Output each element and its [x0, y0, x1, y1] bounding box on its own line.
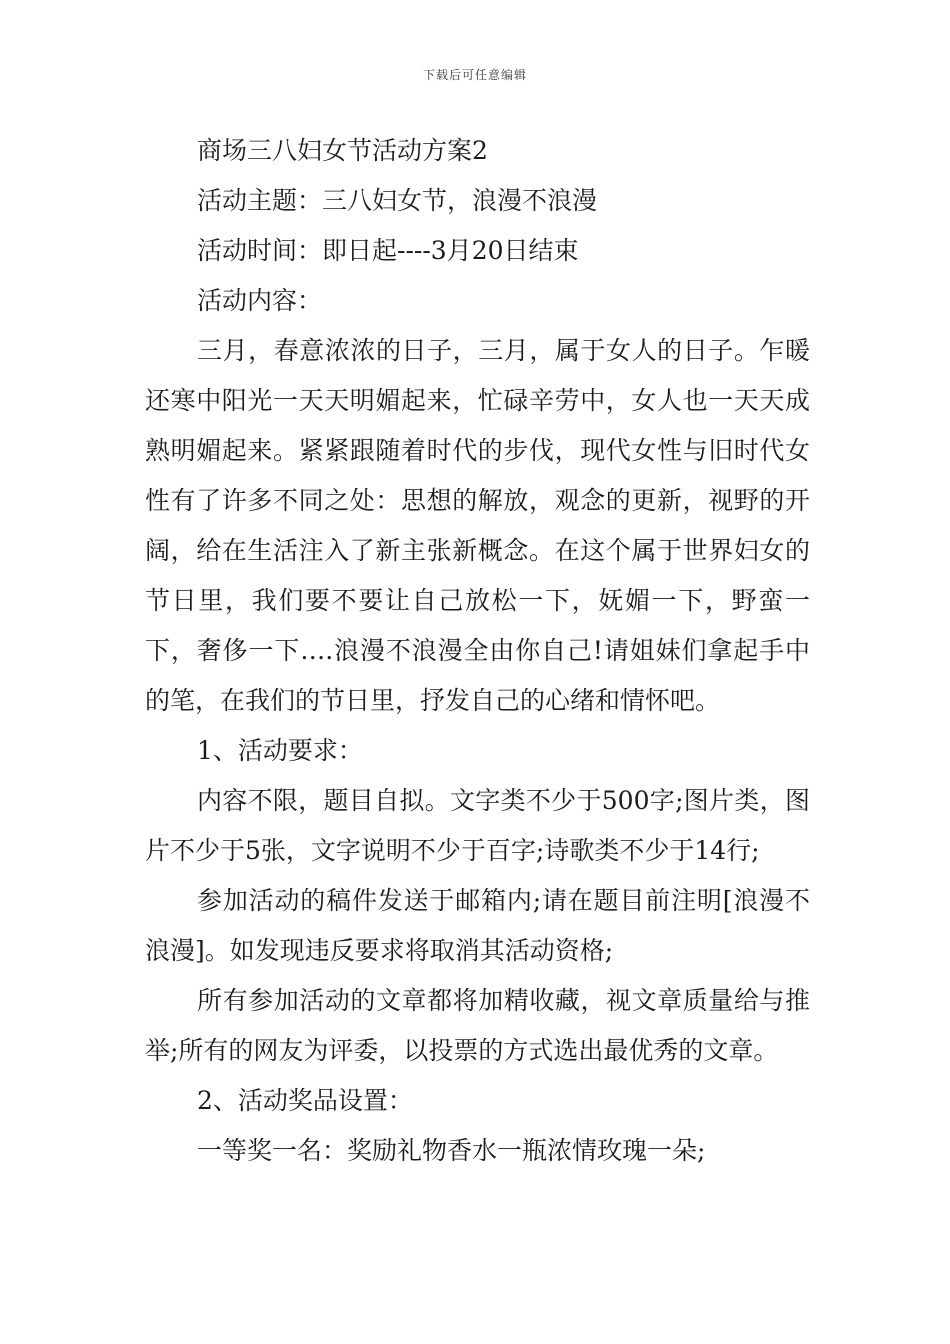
prize-first: 一等奖一名：奖励礼物香水一瓶浓情玫瑰一朵; [197, 1136, 706, 1165]
section2-heading: 2、活动奖品设置： [197, 1086, 413, 1115]
activity-theme: 活动主题：三八妇女节，浪漫不浪漫 [197, 186, 598, 215]
requirement-paragraph-2: 参加活动的稿件发送于邮箱内;请在题目前注明[浪漫不浪漫]。如发现违反要求将取消其活动资格; [145, 886, 810, 965]
activity-time: 活动时间：即日起----3月20日结束 [197, 236, 579, 265]
section1-heading: 1、活动要求： [197, 736, 363, 765]
requirement-paragraph-3: 所有参加活动的文章都将加精收藏，视文章质量给与推举;所有的网友为评委，以投票的方式选出最优秀的文章。 [145, 986, 810, 1065]
document-title: 商场三八妇女节活动方案2 [197, 136, 488, 165]
activity-content-label: 活动内容： [197, 286, 323, 315]
document-body [145, 126, 810, 1176]
intro-paragraph: 三月，春意浓浓的日子，三月，属于女人的日子。乍暖还寒中阳光一天天明媚起来，忙碌辛劳中，女人也一天天成熟明媚起来。紧紧跟随着时代的步伐，现代女性与旧时代女性有了许多不同之处：思想的解放，观念的更新，视野的开阔，给在生活注入了新主张新概念。在这个属于世界妇女的节日里，我们要不要让自己放松一下，妩媚一下，野蛮一下，奢侈一下….浪漫不浪漫全由你自己!请姐妹们拿起手中的笔，在我们的节日里，抒发自己的心绪和情怀吧。 [145, 336, 810, 715]
header-note: 下载后可任意编辑 [422, 68, 527, 82]
requirement-paragraph-1: 内容不限，题目自拟。文字类不少于500字;图片类，图片不少于5张，文字说明不少于百字;诗歌类不少于14行; [145, 786, 810, 865]
